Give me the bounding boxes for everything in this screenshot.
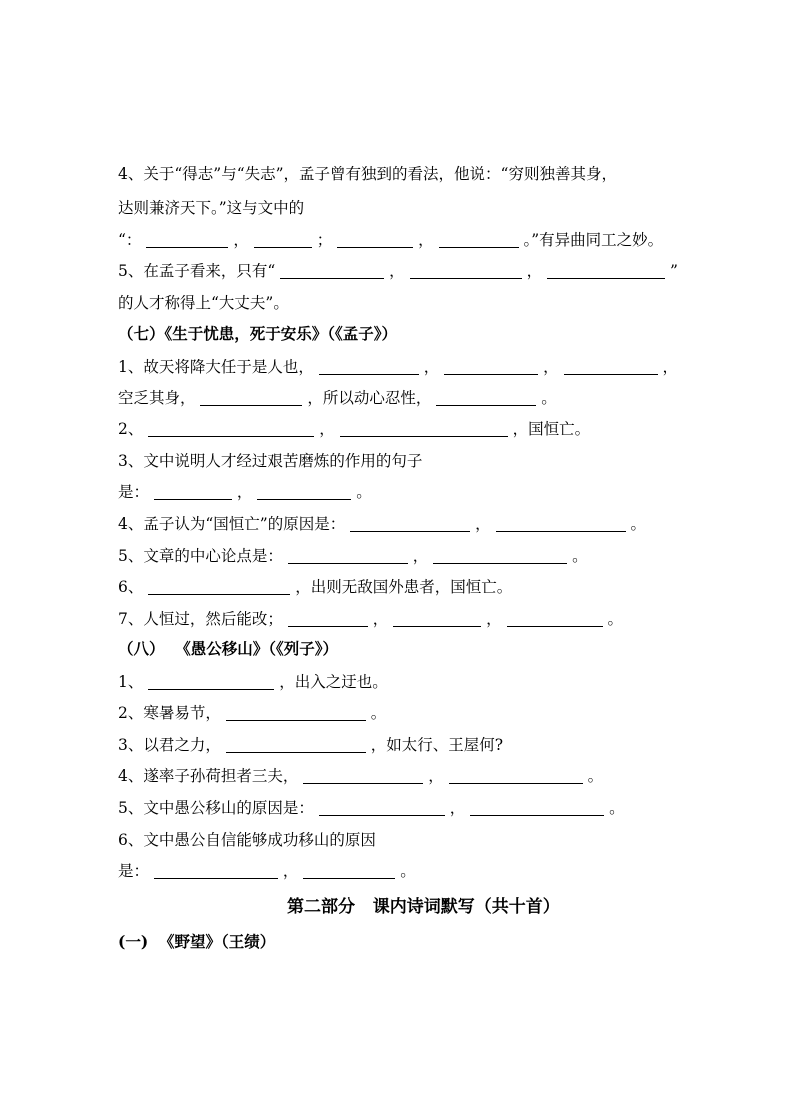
text: ， (236, 483, 253, 501)
text: 的人才称得上“大丈夫”。 (118, 294, 289, 312)
answer-blank[interactable] (303, 860, 395, 879)
text: 。 (607, 610, 624, 628)
text: ， (319, 420, 335, 438)
s7-q4 (118, 508, 718, 540)
text: ， (418, 231, 434, 249)
s8-q2 (118, 697, 718, 729)
answer-blank[interactable] (254, 229, 312, 248)
text: ； (316, 231, 333, 249)
s7-q1-line1 (118, 351, 718, 383)
answer-blank[interactable] (200, 387, 302, 406)
text: ，出则无敌国外患者，国恒亡。 (295, 578, 513, 596)
answer-blank[interactable] (226, 702, 366, 721)
q4-line3 (118, 224, 718, 256)
text: 5、文章的中心论点是： (118, 547, 283, 565)
text: ， (449, 799, 466, 817)
text: 6、 (118, 578, 144, 596)
answer-blank[interactable] (433, 545, 567, 564)
text: 是： (118, 483, 150, 501)
text: ， (475, 515, 491, 533)
s8-q3 (118, 729, 718, 761)
answer-blank[interactable] (288, 608, 368, 627)
section-8-heading (118, 633, 718, 665)
answer-blank[interactable] (148, 576, 290, 595)
text: ， (486, 610, 502, 628)
text: 。 (587, 767, 604, 785)
text: 2、 (118, 420, 144, 438)
answer-blank[interactable] (470, 797, 604, 816)
text: ， (233, 231, 249, 249)
answer-blank[interactable] (449, 765, 583, 784)
answer-blank[interactable] (319, 797, 445, 816)
s7-q6 (118, 571, 718, 603)
section-title: （七）《生于忧患，死于安乐》（《孟子》） (118, 324, 398, 343)
text: 。”有异曲同工之妙。 (523, 231, 664, 249)
text: 5、文中愚公移山的原因是： (118, 799, 314, 817)
text: 6、文中愚公自信能够成功移山的原因 (118, 831, 376, 849)
poem-1-heading (118, 926, 718, 958)
s7-q2 (118, 413, 718, 445)
q4-line1 (118, 158, 718, 190)
text: ， (389, 262, 405, 280)
answer-blank[interactable] (410, 260, 522, 279)
answer-blank[interactable] (564, 356, 658, 375)
text: ， (372, 610, 389, 628)
answer-blank[interactable] (226, 734, 366, 753)
s7-q3-line2 (118, 476, 718, 508)
part-title: 第二部分 课内诗词默写（共十首） (287, 897, 560, 917)
text: ， (526, 262, 543, 280)
s7-q7 (118, 603, 718, 635)
text: 3、文中说明人才经过艰苦磨炼的作用的句子 (118, 452, 423, 470)
answer-blank[interactable] (146, 229, 228, 248)
s8-q6-line2 (118, 855, 718, 887)
text: “： (118, 231, 142, 249)
answer-blank[interactable] (154, 860, 278, 879)
text: 是： (118, 862, 150, 880)
s7-q3-line1 (118, 445, 718, 477)
q5-line1 (118, 255, 718, 287)
text: ， (412, 547, 429, 565)
s8-q4 (118, 760, 718, 792)
answer-blank[interactable] (439, 229, 519, 248)
answer-blank[interactable] (303, 765, 423, 784)
text: 5、在孟子看来，只有“ (118, 262, 276, 280)
answer-blank[interactable] (257, 481, 351, 500)
answer-blank[interactable] (148, 418, 314, 437)
q4-text: 4、关于“得志”与“失志”，孟子曾有独到的看法，他说：“穷则独善其身， (118, 165, 617, 183)
answer-blank[interactable] (393, 608, 481, 627)
text: ，国恒亡。 (512, 420, 591, 438)
text: 1、故天将降大任于是人也， (118, 358, 314, 376)
text: 3、以君之力， (118, 736, 221, 754)
answer-blank[interactable] (436, 387, 536, 406)
text: 。 (572, 547, 588, 565)
answer-blank[interactable] (148, 671, 274, 690)
s8-q5 (118, 792, 718, 824)
answer-blank[interactable] (337, 229, 413, 248)
answer-blank[interactable] (319, 356, 419, 375)
text: ，出入之迂也。 (279, 673, 388, 691)
section-7-heading (118, 318, 718, 350)
text: 2、寒暑易节， (118, 704, 221, 722)
text: 。 (541, 389, 557, 407)
text: ，如太行、王屋何? (370, 736, 504, 754)
text: ，所以动心忍性， (307, 389, 432, 407)
text: ， (282, 862, 299, 880)
text: 4、孟子认为“国恒亡”的原因是： (118, 515, 346, 533)
poem-title: (一) 《野望》（王绩） (118, 932, 276, 951)
text: 。 (630, 515, 646, 533)
text: 。 (400, 862, 416, 880)
answer-blank[interactable] (496, 513, 626, 532)
answer-blank[interactable] (340, 418, 508, 437)
q4-line2 (118, 192, 718, 224)
s7-q5 (118, 540, 718, 572)
answer-blank[interactable] (507, 608, 603, 627)
q4-text-cont: 达则兼济天下。”这与文中的 (118, 199, 305, 217)
answer-blank[interactable] (350, 513, 470, 532)
s8-q1 (118, 666, 718, 698)
s7-q1-line2 (118, 382, 718, 414)
text: ” (669, 262, 678, 280)
section-title: （八） 《愚公移山》（《列子》） (118, 639, 339, 658)
text: 1、 (118, 673, 144, 691)
text: ， (428, 767, 444, 785)
answer-blank[interactable] (154, 481, 232, 500)
text: 。 (609, 799, 625, 817)
answer-blank[interactable] (444, 356, 538, 375)
text: 7、人恒过，然后能改； (118, 610, 283, 628)
text: 4、遂率子孙荷担者三夫， (118, 767, 299, 785)
text: ， (423, 358, 440, 376)
q5-line2 (118, 287, 718, 319)
text: ， (543, 358, 559, 376)
part-two-heading (287, 891, 718, 923)
text: ， (662, 358, 679, 376)
text: 空乏其身， (118, 389, 196, 407)
s8-q6-line1 (118, 824, 718, 856)
answer-blank[interactable] (288, 545, 408, 564)
answer-blank[interactable] (547, 260, 665, 279)
answer-blank[interactable] (280, 260, 384, 279)
text: 。 (356, 483, 372, 501)
text: 。 (370, 704, 387, 722)
